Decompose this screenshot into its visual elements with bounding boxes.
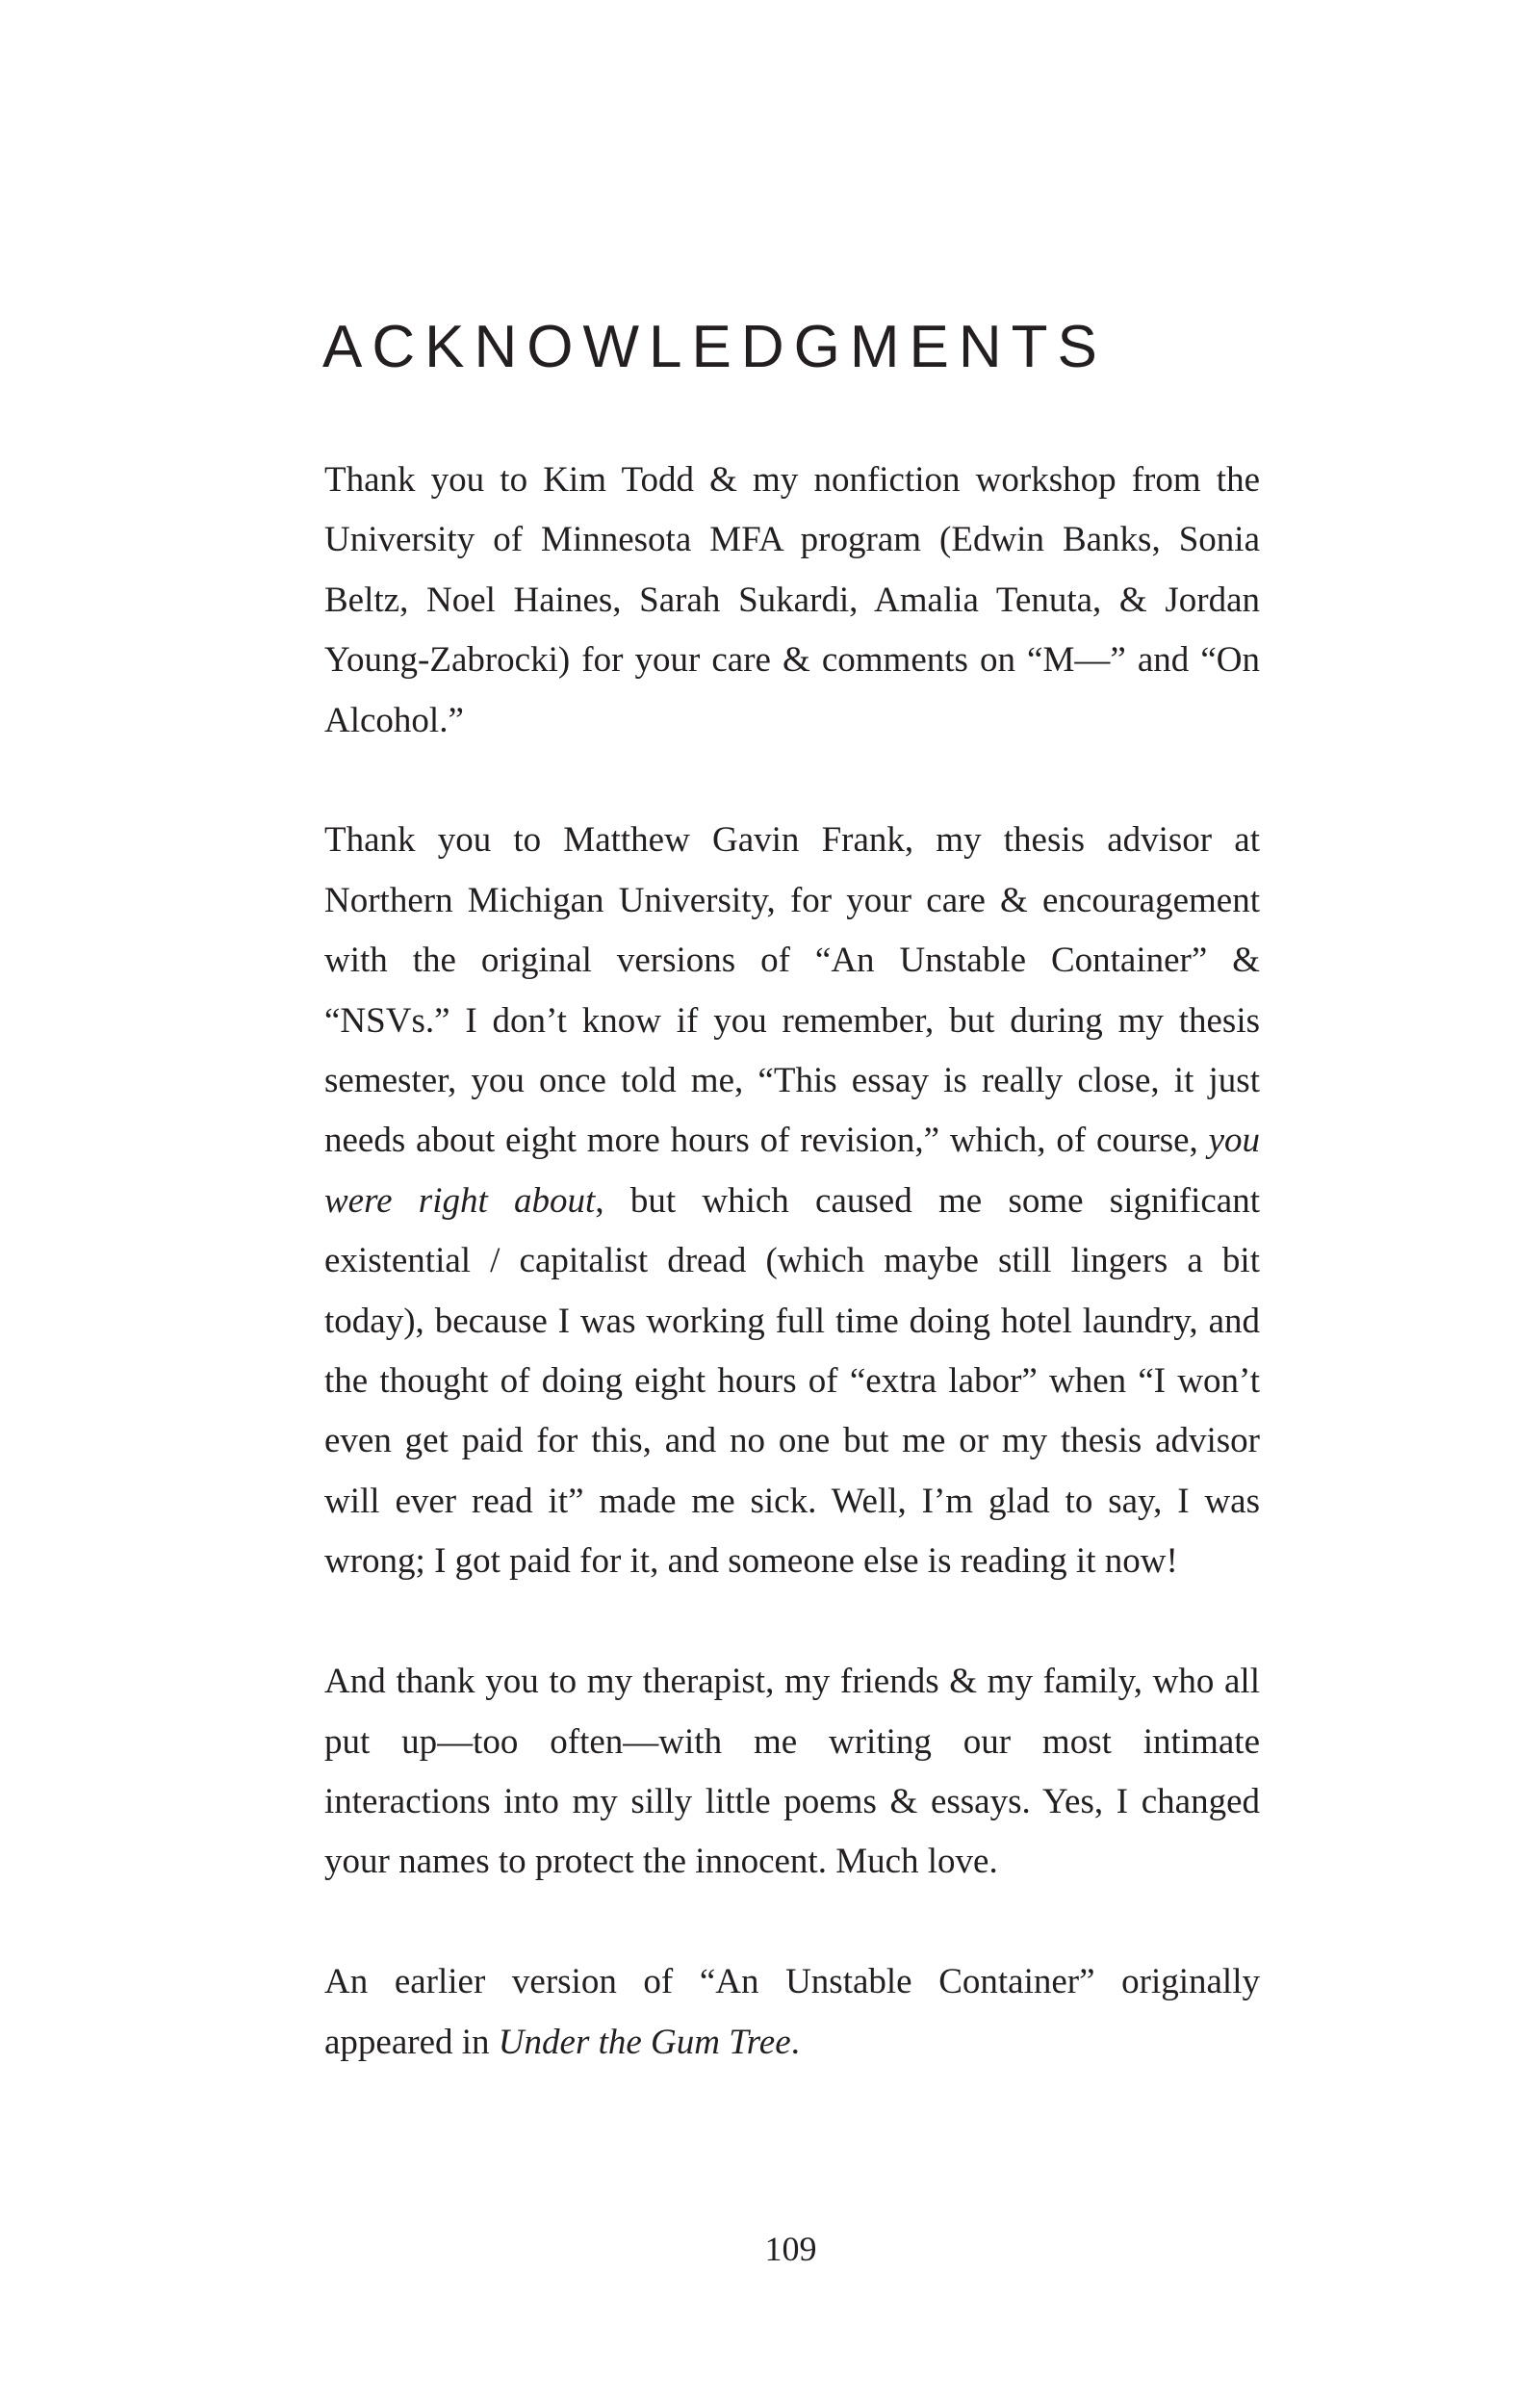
page-number: 109 xyxy=(764,2230,817,2268)
page-heading: ACKNOWLEDGMENTS xyxy=(322,314,1107,380)
paragraph-thesis-italic: you were right about xyxy=(324,1121,1260,1221)
publication-title: Under the Gum Tree xyxy=(498,2022,791,2062)
paragraph-family: And thank you to my therapist, my friends & my family, who all put up—too often—with me writing our most intimate interactions into my silly little poems & essays. Yes, I changed your names to protect the innocent. Much love. xyxy=(324,1662,1260,1882)
publication-note-text-start: An earlier version of “An Unstable Container” originally appeared in xyxy=(324,1962,1260,2062)
paragraph-thesis-advisor xyxy=(324,811,1260,1591)
paragraph-publication-note xyxy=(324,1952,1260,2073)
acknowledgments-body xyxy=(324,451,1260,2073)
publication-note-text-end: . xyxy=(790,2022,800,2062)
paragraph-thesis-text-end: , but which caused me some significant existential / capitalist dread (which maybe still lingers a bit today), because I was working full time doing hotel laundry, and the thought of doing eight hours of “extra labor” when “I won’t even get paid for this, and no one but me or my thesis advisor will ever read it” made me sick. Well, I’m glad to say, I was wrong; I got paid for it, and someone else is reading it now! xyxy=(324,1180,1260,1582)
paragraph-thesis-text-start: Thank you to Matthew Gavin Frank, my thesis advisor at Northern Michigan University, for your care & encouragement with the original versions of “An Unstable Container” & “NSVs.” I don’t know if you remember, but during my thesis semester, you once told me, “This essay is really close, it just needs about eight more hours of revision,” which, of course, xyxy=(324,820,1260,1161)
paragraph-workshop: Thank you to Kim Todd & my nonfiction workshop from the University of Minnesota MFA program (Edwin Banks, Sonia Beltz, Noel Haines, Sarah Sukardi, Amalia Tenuta, & Jordan Young-Zabrocki) for your care & comments on “M—” and “On Alcohol.” xyxy=(324,460,1260,740)
